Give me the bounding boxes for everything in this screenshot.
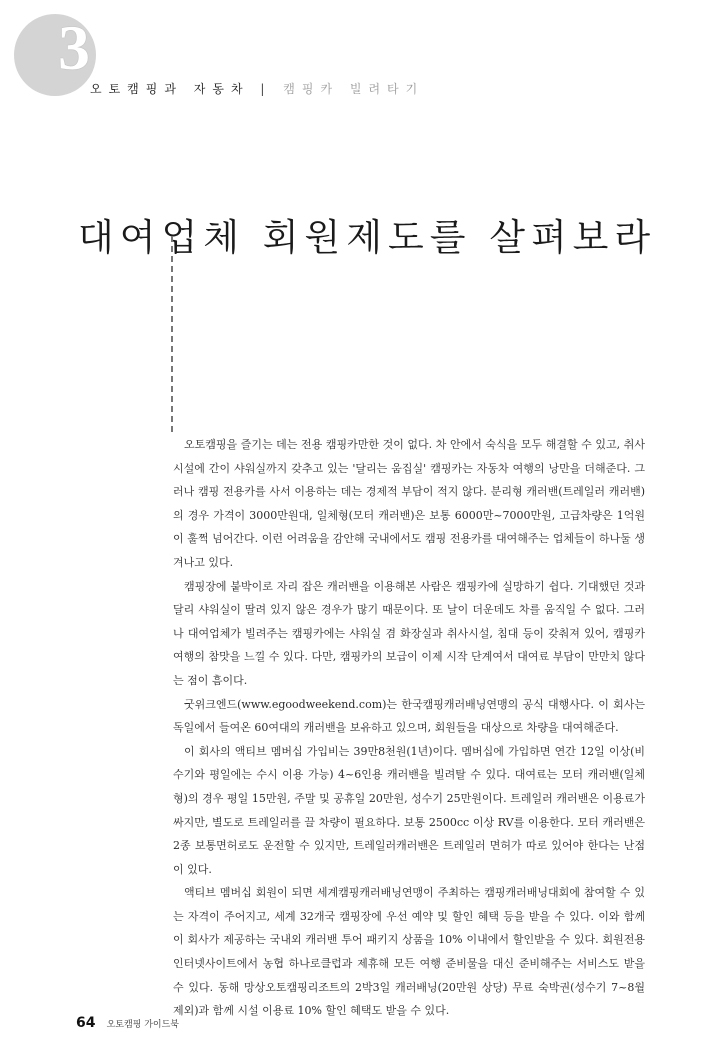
page-number: 64 [76,1015,96,1031]
section-title: 오토캠핑과 자동차 [90,82,250,96]
running-header [90,80,424,97]
book-title: 오토캠핑 가이드북 [106,1020,179,1030]
paragraph: 오토캠핑을 즐기는 데는 전용 캠핑카만한 것이 없다. 차 안에서 숙식을 모두 해결할 수 있고, 취사시설에 간이 샤워실까지 갖추고 있는 '달리는 움집실' 캠핑카는 자동차 여행의 낭만을 더해준다. 그러나 캠핑 전용카를 사서 이용하는 데는 경제적 부담이 적지 않다. 분리형 캐러밴(트레일러 캐러밴)의 경우 가격이 3000만원대, 일체형(모터 캐러밴)은 보통 6000만~7000만원, 고급차량은 1억원이 훌쩍 넘어간다. 이런 어려움을 감안해 국내에서도 캠핑 전용카를 대여해주는 업체들이 하나둘 생겨나고 있다. [173,438,645,569]
chapter-number: 3 [58,12,90,83]
page-footer [76,1012,179,1031]
article-body [173,433,645,1023]
paragraph: 캠핑장에 붙박이로 자리 잡은 캐러밴을 이용해본 사람은 캠핑카에 실망하기 쉽다. 기대했던 것과 달리 샤워실이 딸려 있지 않은 경우가 많기 때문이다. 또 날이 더운데도 차를 움직일 수 없다. 그러나 대여업체가 빌려주는 캠핑카에는 샤워실 겸 화장실과 취사시설, 침대 등이 갖춰져 있어, 캠핑카 여행의 참맛을 느낄 수 있다. 다만, 캠핑카의 보급이 이제 시작 단계여서 대여료 부담이 만만치 않다는 점이 흠이다. [173,579,645,687]
subsection-title: 캠핑카 빌려타기 [283,82,425,96]
article-title: 대여업체 회원제도를 살펴보라 [78,215,657,259]
decorative-dashed-line [171,236,173,432]
paragraph: 액티브 멤버십 회원이 되면 세계캠핑캐러배닝연맹이 주최하는 캠핑캐러배닝대회에 참여할 수 있는 자격이 주어지고, 세계 32개국 캠핑장에 우선 예약 및 할인 혜택 등을 받을 수 있다. 이와 함께 이 회사가 제공하는 국내외 캐러밴 투어 패키지 상품을 10% 이내에서 할인받을 수 있다. 회원전용 인터넷사이트에서 농협 하나로클럽과 제휴해 모든 여행 준비물을 대신 준비해주는 서비스도 받을 수 있다. 동해 망상오토캠핑리조트의 2박3일 캐러배닝(20만원 상당) 무료 숙박권(성수기 7~8월 제외)과 함께 시설 이용료 10% 할인 혜택도 받을 수 있다. [173,886,645,1018]
paragraph: 이 회사의 액티브 멤버십 가입비는 39만8천원(1년)이다. 멤버십에 가입하면 연간 12일 이상(비수기와 평일에는 수시 이용 가능) 4~6인용 캐러밴을 빌려탈 수 있다. 대여료는 모터 캐러밴(일체형)의 경우 평일 15만원, 주말 및 공휴일 20만원, 성수기 25만원이다. 트레일러 캐러밴은 이용료가 싸지만, 별도로 트레일러를 끌 차량이 필요하다. 보통 2500cc 이상 RV를 이용한다. 모터 캐러밴은 2종 보통면허로도 운전할 수 있지만, 트레일러캐러밴은 트레일러 면허가 따로 있어야 한다는 난점이 있다. [173,744,645,876]
paragraph: 굿위크엔드(www.egoodweekend.com)는 한국캠핑캐러배닝연맹의 공식 대행사다. 이 회사는 독일에서 들여온 60여대의 캐러밴을 보유하고 있으며, 회원들을 대상으로 차량을 대여해준다. [173,697,645,735]
header-separator: | [260,82,269,96]
